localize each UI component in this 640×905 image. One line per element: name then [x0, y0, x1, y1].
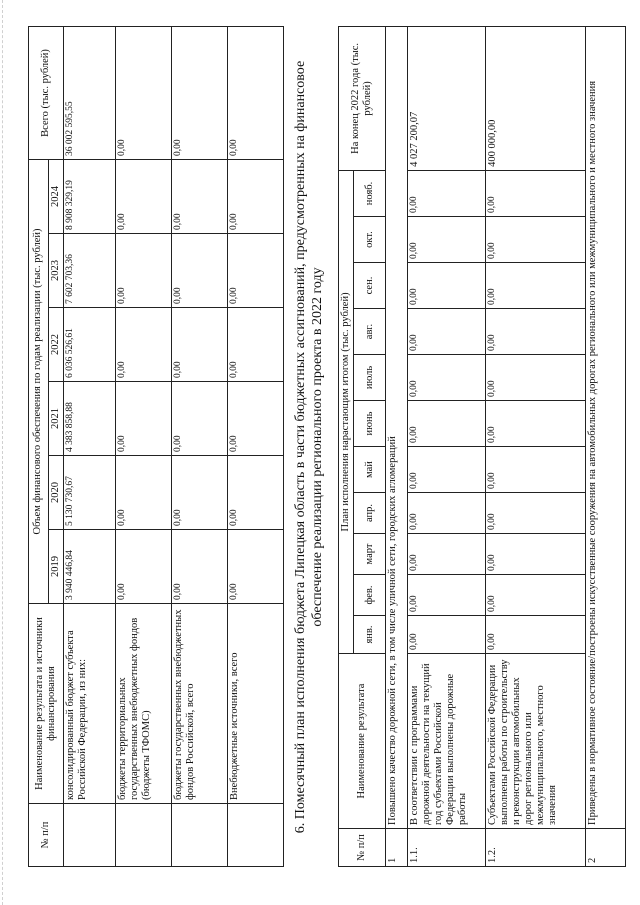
cell-value: 0,00 [228, 308, 284, 382]
cell-value: 0,00 [408, 309, 486, 355]
cell-value: 0,00 [228, 159, 284, 233]
row-name: бюджеты государственных внебюджетных фондов Российской, всего [172, 604, 228, 804]
section-title-line1: 6. Помесячный план исполнения бюджета Липецкая область в части бюджетных ассигнований, предусмотренных на финансовое [293, 60, 308, 834]
cell-value: 0,00 [172, 530, 228, 604]
cell-value: 0,00 [408, 447, 486, 493]
cell-value: 0,00 [228, 382, 284, 456]
cell-value: 0,00 [116, 308, 172, 382]
cell-value: 0,00 [486, 575, 586, 616]
cell-value: 0,00 [172, 234, 228, 308]
table-row [172, 26, 228, 866]
table-row [386, 26, 408, 866]
month-header: сен. [354, 263, 386, 309]
cell-value: 0,00 [228, 530, 284, 604]
month-header: янв. [354, 616, 386, 654]
cell-value: 0,00 [486, 493, 586, 534]
cell-value: 0,00 [486, 309, 586, 355]
cell-value: 8 908 329,19 [64, 159, 116, 233]
row-num: 1.1. [408, 829, 486, 867]
cell-value: 0,00 [116, 159, 172, 233]
col-num-header: № п/п [339, 829, 386, 867]
table-row [116, 26, 172, 866]
section-row-text: Повышено качество дорожной сети, в том числе уличной сети, городских агломераций [386, 26, 408, 828]
cell-value: 0,00 [228, 456, 284, 530]
col-total-header: Всего (тыс. рублей) [29, 26, 64, 159]
cell-value: 0,00 [486, 534, 586, 575]
year-header: 2019 [49, 530, 64, 604]
monthly-plan-table [338, 26, 626, 867]
row-num: 1.2. [486, 829, 586, 867]
table-row [408, 26, 486, 866]
row-num: 1 [386, 829, 408, 867]
col-year-end-header: На конец 2022 года (тыс. рублей) [339, 26, 386, 170]
row-name: В соответствии с программами дорожной деятельности на текущий год субъектами Российской Федерации выполнены дорожные работы [408, 654, 486, 829]
year-header: 2021 [49, 382, 64, 456]
month-header: май [354, 447, 386, 493]
cell-value: 5 130 730,67 [64, 456, 116, 530]
cell-value: 0,00 [486, 217, 586, 263]
col-volume-header: Объем финансового обеспечения по годам реализации (тыс. рублей) [29, 159, 49, 603]
financing-table [28, 26, 284, 867]
cell-value: 0,00 [408, 401, 486, 447]
cell-value: 0,00 [486, 616, 586, 654]
cell-value: 0,00 [172, 382, 228, 456]
col-num-header: № п/п [29, 804, 64, 867]
cell-value: 3 940 446,84 [64, 530, 116, 604]
month-header: фев. [354, 575, 386, 616]
cell-value: 0,00 [486, 355, 586, 401]
cell-value: 0,00 [172, 159, 228, 233]
cell-value: 7 602 703,36 [64, 234, 116, 308]
cell-total: 36 002 595,55 [64, 26, 116, 159]
cell-value: 0,00 [408, 534, 486, 575]
cell-value: 0,00 [408, 263, 486, 309]
cell-value: 0,00 [408, 355, 486, 401]
month-header: авг. [354, 309, 386, 355]
row-num: 2 [586, 829, 626, 867]
month-header: апр. [354, 493, 386, 534]
year-header: 2023 [49, 234, 64, 308]
cell-year-end: 4 027 200,07 [408, 26, 486, 170]
year-header: 2020 [49, 456, 64, 530]
cell-year-end: 400 000,00 [486, 26, 586, 170]
cell-value: 0,00 [172, 456, 228, 530]
cell-value: 4 383 858,88 [64, 382, 116, 456]
cell-value: 6 036 526,61 [64, 308, 116, 382]
table-row [486, 26, 586, 866]
col-name-header: Наименование результата [339, 654, 386, 829]
cell-value: 0,00 [486, 170, 586, 216]
cell-value: 0,00 [408, 575, 486, 616]
year-header: 2022 [49, 308, 64, 382]
cell-value: 0,00 [408, 217, 486, 263]
section-title-line2: обеспечение реализации регионального проекта в 2022 году [310, 267, 325, 627]
month-header: июнь [354, 401, 386, 447]
cell-total: 0,00 [116, 26, 172, 159]
table-row [586, 26, 626, 866]
cell-value: 0,00 [172, 308, 228, 382]
cell-value: 0,00 [486, 401, 586, 447]
section-title [292, 27, 326, 867]
cell-value: 0,00 [228, 234, 284, 308]
col-plan-header: План исполнения нарастающим итогом (тыс. рублей) [339, 170, 354, 653]
year-header: 2024 [49, 159, 64, 233]
cell-total: 0,00 [228, 26, 284, 159]
section-row-text: Приведены в нормативное состояние/построены искусственные сооружения на автомобильных дорогах регионального или межмуниципального и местного значения [586, 26, 626, 828]
table-row [228, 26, 284, 866]
month-header: нояб. [354, 170, 386, 216]
month-header: март [354, 534, 386, 575]
row-name: Внебюджетные источники, всего [228, 604, 284, 804]
page-edge-line [2, 0, 3, 905]
cell-value: 0,00 [486, 263, 586, 309]
row-name: Субъектами Российской Федерации выполнены работы по строительству и реконструкции автомобильных дорог регионального или межмуниципального, местного значения [486, 654, 586, 829]
cell-value: 0,00 [116, 456, 172, 530]
month-header: июль [354, 355, 386, 401]
cell-value: 0,00 [116, 234, 172, 308]
cell-value: 0,00 [486, 447, 586, 493]
cell-value: 0,00 [116, 382, 172, 456]
col-name-header: Наименование результата и источники финансирования [29, 604, 64, 804]
cell-value: 0,00 [116, 530, 172, 604]
cell-total: 0,00 [172, 26, 228, 159]
cell-value: 0,00 [408, 616, 486, 654]
row-name: бюджеты территориальных государственных внебюджетных фондов (бюджеты ТФОМС) [116, 604, 172, 804]
month-header: окт. [354, 217, 386, 263]
cell-value: 0,00 [408, 493, 486, 534]
table-row [64, 26, 116, 866]
row-name: консолидированный бюджет субъекта Российской Федерации, из них: [64, 604, 116, 804]
cell-value: 0,00 [408, 170, 486, 216]
